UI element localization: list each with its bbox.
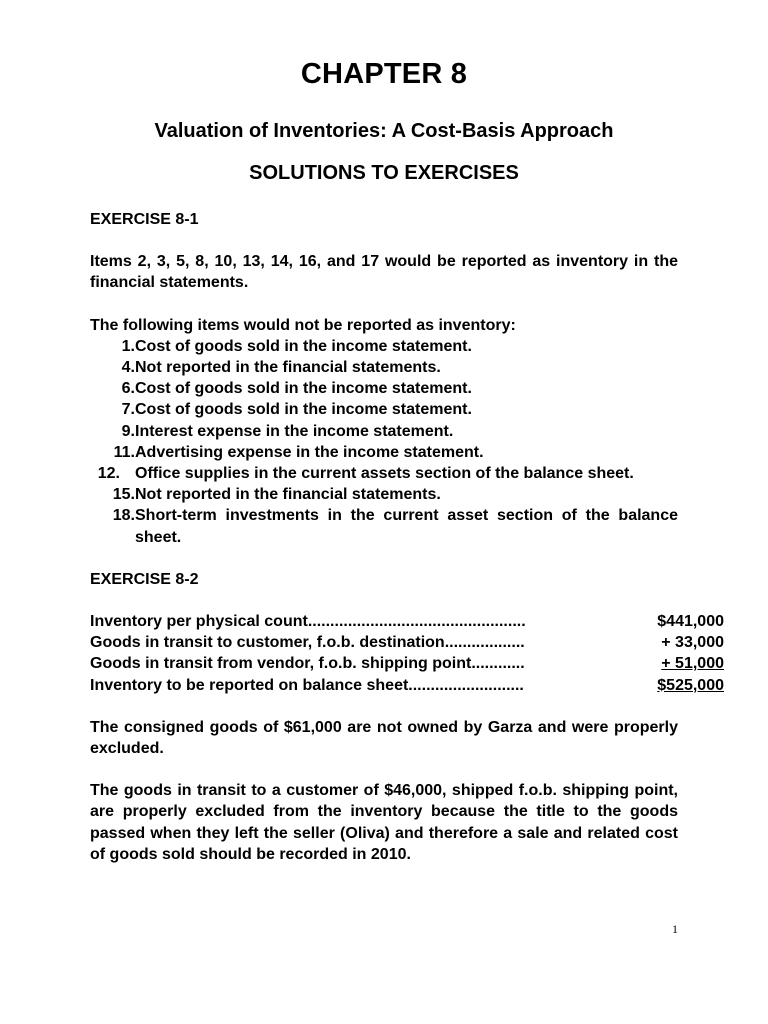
row-amount: $441,000 [657,613,724,631]
list-item-text: Cost of goods sold in the income statement. [135,401,472,419]
list-item [90,442,678,463]
list-item-number: 18. [112,507,135,525]
list-item [90,336,678,357]
excluded-items-list [90,336,678,548]
list-item-number: 1. [121,337,135,355]
list-item-number: 7. [121,401,135,419]
row-amount: + 33,000 [661,634,724,652]
table-row [90,675,724,696]
list-item [90,378,678,399]
list-item [90,463,678,484]
list-item-number: 4. [121,359,135,377]
list-item-number: 9. [121,422,135,440]
row-label: Goods in transit from vendor, f.o.b. shipping point............ [90,655,525,673]
exercise-8-2-paragraph-2: The goods in transit to a customer of $46,000, shipped f.o.b. shipping point, are properly excluded from the inventory because the title to the goods passed when they left the seller (Oliva) and therefore a sale and related cost of goods sold should be recorded in 2010. [90,782,678,863]
list-item-text: Advertising expense in the income statement. [135,443,484,461]
list-item-number: 15. [112,486,135,504]
chapter-subtitle: Valuation of Inventories: A Cost-Basis Approach [154,120,614,142]
list-item-number: 6. [121,380,135,398]
page-number: 1 [672,922,678,936]
list-item-text: Cost of goods sold in the income statement. [135,380,472,398]
list-item-number: 12. [97,465,120,483]
chapter-title: CHAPTER 8 [300,58,468,90]
list-item [90,421,678,442]
document-body [90,209,724,865]
table-row [90,611,724,632]
list-item [90,484,678,505]
list-item [90,505,678,547]
list-item-text: Not reported in the financial statements. [135,359,441,377]
row-label: Goods in transit to customer, f.o.b. destination.................. [90,634,525,652]
row-amount: $525,000 [657,676,724,694]
inventory-table [90,611,724,696]
row-label: Inventory per physical count................................................. [90,613,526,631]
list-item-text: Short-term investments in the current asset section of the balance sheet. [135,507,678,546]
exercise-8-2-paragraph-1: The consigned goods of $61,000 are not owned by Garza and were properly excluded. [90,718,678,758]
list-item-text: Cost of goods sold in the income statement. [135,337,472,355]
spacer [90,696,678,717]
exercise-8-1-heading: EXERCISE 8-1 [90,211,199,228]
list-item-text: Not reported in the financial statements. [135,486,441,504]
table-row [90,653,724,674]
exercise-8-1-list-intro: The following items would not be reported as inventory: [90,316,516,334]
exercise-8-2-heading: EXERCISE 8-2 [90,570,199,588]
list-item-text: Office supplies in the current assets section of the balance sheet. [135,465,634,483]
spacer [90,548,678,569]
row-amount: + 51,000 [661,655,724,673]
list-item [90,357,678,378]
list-item [90,399,678,420]
spacer [90,759,678,780]
list-item-text: Interest expense in the income statement. [135,422,454,440]
list-item-number: 11. [113,443,135,461]
solutions-heading: SOLUTIONS TO EXERCISES [249,162,519,184]
spacer [90,294,678,315]
table-row [90,632,724,653]
row-label: Inventory to be reported on balance sheet.......................... [90,676,524,694]
exercise-8-1-intro: Items 2, 3, 5, 8, 10, 13, 14, 16, and 17 would be reported as inventory in the financial statements. [90,253,678,292]
